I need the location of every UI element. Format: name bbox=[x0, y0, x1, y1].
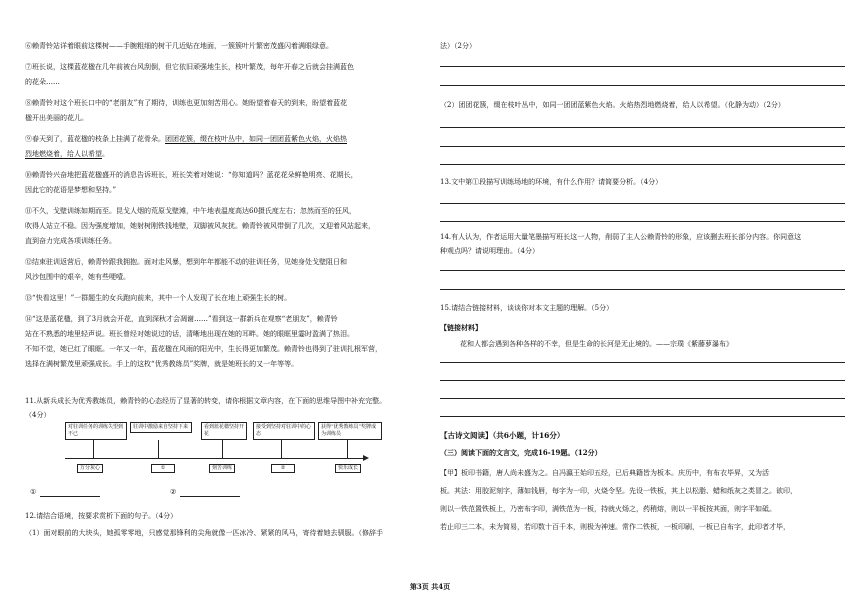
question-12: 12.请结合语境，按要求赏析下面的句子。（4分） bbox=[25, 512, 178, 520]
page-footer: 第3页 共4页 bbox=[409, 582, 451, 591]
answer-line[interactable] bbox=[440, 362, 845, 363]
passage-jia-line4: 若止印三二本，未为简易，若印数十百千本，则极为神速。常作二铁板，一板印刷，一板已自布字，此印者才毕， bbox=[440, 523, 790, 531]
mind-map-box-1: 对驻训任务的训练失望到不已 bbox=[65, 422, 127, 440]
section-3-title: （三）阅读下面的文言文，完成16-19题。（12分） bbox=[440, 448, 602, 457]
answer-line[interactable] bbox=[440, 416, 845, 417]
paragraph-7-line2: 的花朵…… bbox=[25, 78, 60, 86]
mind-map-box-5: 获得“优秀教练员”奖牌成为训练员 bbox=[318, 422, 382, 440]
answer-line[interactable] bbox=[440, 270, 845, 271]
mind-map-arrow-line bbox=[65, 458, 365, 459]
answer-line[interactable] bbox=[440, 127, 845, 128]
passage-jia-line1: 【甲】板印书籍，唐人尚未盛为之。自冯瀛王始印五经，已后典籍皆为板本。庆历中，有布衣毕昇，又为活 bbox=[440, 469, 769, 477]
paragraph-11-line3: 直到奋力完成各项训练任务。 bbox=[25, 237, 116, 245]
mind-map-label-1: 万分灰心 bbox=[77, 464, 103, 473]
question-14-line1: 14.有人认为，作者运用大量笔墨描写班长这一人物，削弱了主人公赖青铃的形象，应该删去班长部分内容。你同意这 bbox=[440, 233, 802, 241]
paragraph-8-line1: ⑧赖青铃对这个班长口中的“老朋友”有了期待，训练也更加刻苦用心。她盼望着春天的到来，盼望着蓝花 bbox=[25, 99, 348, 107]
paragraph-9-underlined: 团团花簇，缀在枝叶丛中，如同一团团蓝紫色火焰，火焰热 bbox=[165, 135, 347, 143]
paragraph-14-line4: 选择在满树繁茂里顽强成长。手上的这枚“优秀教练员”奖牌，就是她班长的又一年等等。 bbox=[25, 360, 299, 368]
answer-line[interactable] bbox=[440, 164, 845, 165]
paragraph-9-plain: ⑨春天到了，蓝花楹的枝条上挂满了花骨朵。 bbox=[25, 135, 165, 143]
link-material-text: 花和人都会遇到各种各样的不幸，但是生命的长河是无止境的。——宗璞《紫藤萝瀑布》 bbox=[460, 340, 733, 348]
question-14-line2: 种观点吗？请说明理由。（4分） bbox=[440, 247, 539, 255]
answer-line[interactable] bbox=[440, 380, 845, 381]
answer-line[interactable] bbox=[440, 398, 845, 399]
mind-map-label-4: ② bbox=[271, 464, 295, 473]
question-11-text: 11.从新兵成长为优秀教练员，赖青铃的心态经历了显著的转变，请你根据文章内容， bbox=[25, 397, 289, 405]
question-12-part-2: （2）团团花簇，缀在枝叶丛中，如同一团团蓝紫色火焰。火焰热烈地燃烧着，给人以希望。（化静为动）（2分） bbox=[440, 101, 785, 109]
answer-blank-2[interactable] bbox=[180, 496, 240, 497]
question-15: 15.请结合链接材料，谈谈你对本文主题的理解。（5分） bbox=[440, 304, 614, 312]
mind-map-connector bbox=[222, 440, 223, 458]
question-11-points: （4分） bbox=[25, 411, 51, 419]
mind-map-arrow-head bbox=[363, 455, 369, 461]
paragraph-6: ⑥赖青铃站详着眼前这棵树——手腕粗细的树干几近贴在地面，一簇簇叶片繁密茂盛闪着满眼绿意。 bbox=[25, 42, 333, 50]
paragraph-8-line2: 楹开出美丽的花儿。 bbox=[25, 114, 88, 122]
paragraph-9-period: 。 bbox=[102, 150, 109, 158]
mind-map-label-5: 快乐成长 bbox=[335, 464, 361, 473]
paragraph-14-line1: ⑭“这是蓝花楹，到了3月就会开花，直到深秋才会凋谢……”看到这一群新兵在观察“老朋友”，赖青铃 bbox=[25, 315, 338, 323]
question-11 bbox=[25, 395, 386, 407]
answer-blank-1-label: ① bbox=[30, 488, 37, 496]
paragraph-11-line1: ⑪不久，戈壁训练如期而至。昆戈人烟的荒原戈壁滩，中午地表温度高达60摄氏度左右；忽然而至的狂风， bbox=[25, 207, 356, 215]
mind-map-connector bbox=[281, 440, 282, 458]
passage-jia-line3: 则以一铁范置铁板上，乃密布字印，满铁范为一板，持就火炀之，药稍熔，则以一平板按其面，则字平如砥。 bbox=[440, 505, 776, 513]
paragraph-9-line2 bbox=[25, 148, 109, 160]
mind-map-box-3: 看到蓝花楹坚持开花 bbox=[201, 422, 247, 440]
question-12-part-1: （1）面对眼前的大块头，她孤零零地，只感觉那锋利的尖角就像一匹冰冷、紧紧的风马，寄待着她去驯服。（修辞手 bbox=[25, 529, 383, 537]
answer-line[interactable] bbox=[440, 146, 845, 147]
paragraph-12-line1: ⑫结束驻训返营后，赖青铃跟我拥抱。面对走风暴，想到年年都能不动的驻训任务，见她身处戈壁阻日和 bbox=[25, 258, 347, 266]
paragraph-12-line2: 风沙包围中的艰辛，她有些哽噎。 bbox=[25, 273, 130, 281]
mind-map-figure bbox=[25, 420, 405, 480]
mind-map-connector bbox=[158, 440, 159, 458]
link-material-title: 【链接材料】 bbox=[440, 323, 482, 332]
answer-line[interactable] bbox=[440, 289, 845, 290]
question-13: 13.文中第①段描写训练场地的环境，有什么作用？请简要分析。（4分） bbox=[440, 178, 663, 186]
mind-map-label-3: 刻苦训练 bbox=[209, 464, 235, 473]
paragraph-14-line3: 不知不觉，她已红了眼眶。一年又一年，蓝花楹在风雨的阳光中，生长得更加繁茂。赖青铃也得到了驻训扎根军营， bbox=[25, 345, 382, 353]
paragraph-11-line2: 吹得人站立不稳。因为强度增加，她射树刚铁钱地壁，双脚被风灰扰。赖青铃被风带倒了几次，又迎着风站起来， bbox=[25, 222, 375, 230]
mind-map-box-2: 驻训中激励来自坚持下来 bbox=[130, 422, 192, 433]
mind-map-box-4: 接受到坚持对驻训中的心态 bbox=[253, 422, 315, 440]
section-title-classical: 【古诗文阅读】（共6小题，计16分） bbox=[440, 431, 565, 440]
mind-map-connector bbox=[93, 440, 94, 458]
paragraph-13: ⑬“快看这里！”一群题生的女兵跑向前来，其中一个人发现了长在地上顽强生长的树。 bbox=[25, 294, 292, 302]
answer-blank-1[interactable] bbox=[40, 496, 100, 497]
paragraph-10-line1: ⑩赖青铃兴奋地把蓝花楹盛开的消息告诉班长，班长笑着对她说：“你知道吗？蓝花花朵鲜艳明亮、花期长， bbox=[25, 171, 358, 179]
answer-line[interactable] bbox=[440, 203, 845, 204]
question-12-part-1-cont: 法）（2分） bbox=[440, 42, 476, 50]
passage-jia-line2: 板。其法：用胶泥刻字，薄如钱唇，每字为一印，火烧令坚。先设一铁板，其上以松脂、蜡和纸灰之类冒之。欲印， bbox=[440, 487, 797, 495]
answer-blank-2-label: ② bbox=[170, 488, 177, 496]
paragraph-7-line1: ⑦班长说，这棵蓝花楹在几年前被台风刮倒，但它依旧顽强地生长，枝叶繁茂，每年开春之后就会挂满蓝色 bbox=[25, 63, 354, 71]
mind-map-label-2: ① bbox=[151, 464, 175, 473]
paragraph-9-underlined-cont: 烈地燃烧着，给人以希望 bbox=[25, 150, 102, 158]
answer-line[interactable] bbox=[440, 66, 845, 67]
paragraph-10-line2: 因此它的花语是梦想和坚持。” bbox=[25, 186, 117, 194]
paragraph-14-line2: 站在不熟悉的地里轻声说。班长曾经对她说过的话，清晰地出现在她的耳畔。她的眼眶里霎时盈满了热泪。 bbox=[25, 330, 354, 338]
answer-line[interactable] bbox=[440, 221, 845, 222]
answer-line[interactable] bbox=[440, 85, 845, 86]
paragraph-9-line1 bbox=[25, 133, 347, 145]
question-11-text-cont: 在下面的思维导图中补充完整。 bbox=[288, 397, 387, 405]
mind-map-connector bbox=[347, 440, 348, 458]
